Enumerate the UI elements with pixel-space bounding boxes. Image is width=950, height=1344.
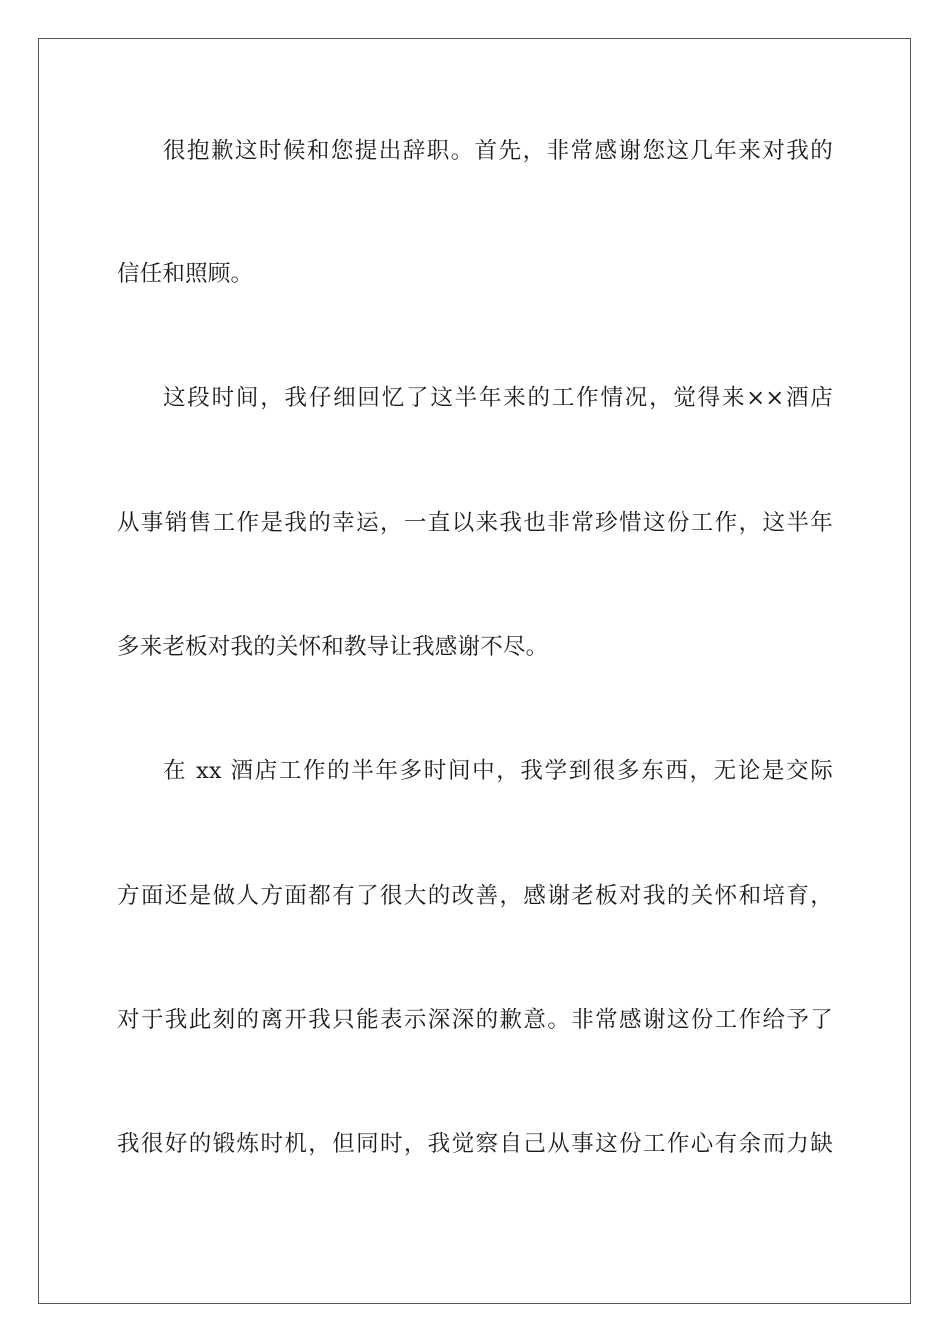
paragraph-2-line-2: 从事销售工作是我的幸运，一直以来我也非常珍惜这份工作，这半年 [117, 510, 833, 536]
paragraph-1-line-1: 很抱歉这时候和您提出辞职。首先，非常感谢您这几年来对我的 [163, 138, 833, 164]
paragraph-3-line-3: 对于我此刻的离开我只能表示深深的歉意。非常感谢这份工作给予了 [117, 1007, 833, 1033]
paragraph-3-line-1: 在 xx 酒店工作的半年多时间中，我学到很多东西，无论是交际 [163, 758, 833, 784]
page-border [38, 38, 911, 1304]
paragraph-3-line-2: 方面还是做人方面都有了很大的改善，感谢老板对我的关怀和培育， [117, 883, 833, 909]
paragraph-1-line-2: 信任和照顾。 [117, 261, 254, 287]
paragraph-3-line-4: 我很好的锻炼时机，但同时，我觉察自己从事这份工作心有余而力缺 [117, 1131, 833, 1157]
paragraph-2-line-3: 多来老板对我的关怀和教导让我感谢不尽。 [117, 634, 549, 660]
paragraph-2-line-1: 这段时间，我仔细回忆了这半年来的工作情况，觉得来××酒店 [163, 385, 833, 411]
